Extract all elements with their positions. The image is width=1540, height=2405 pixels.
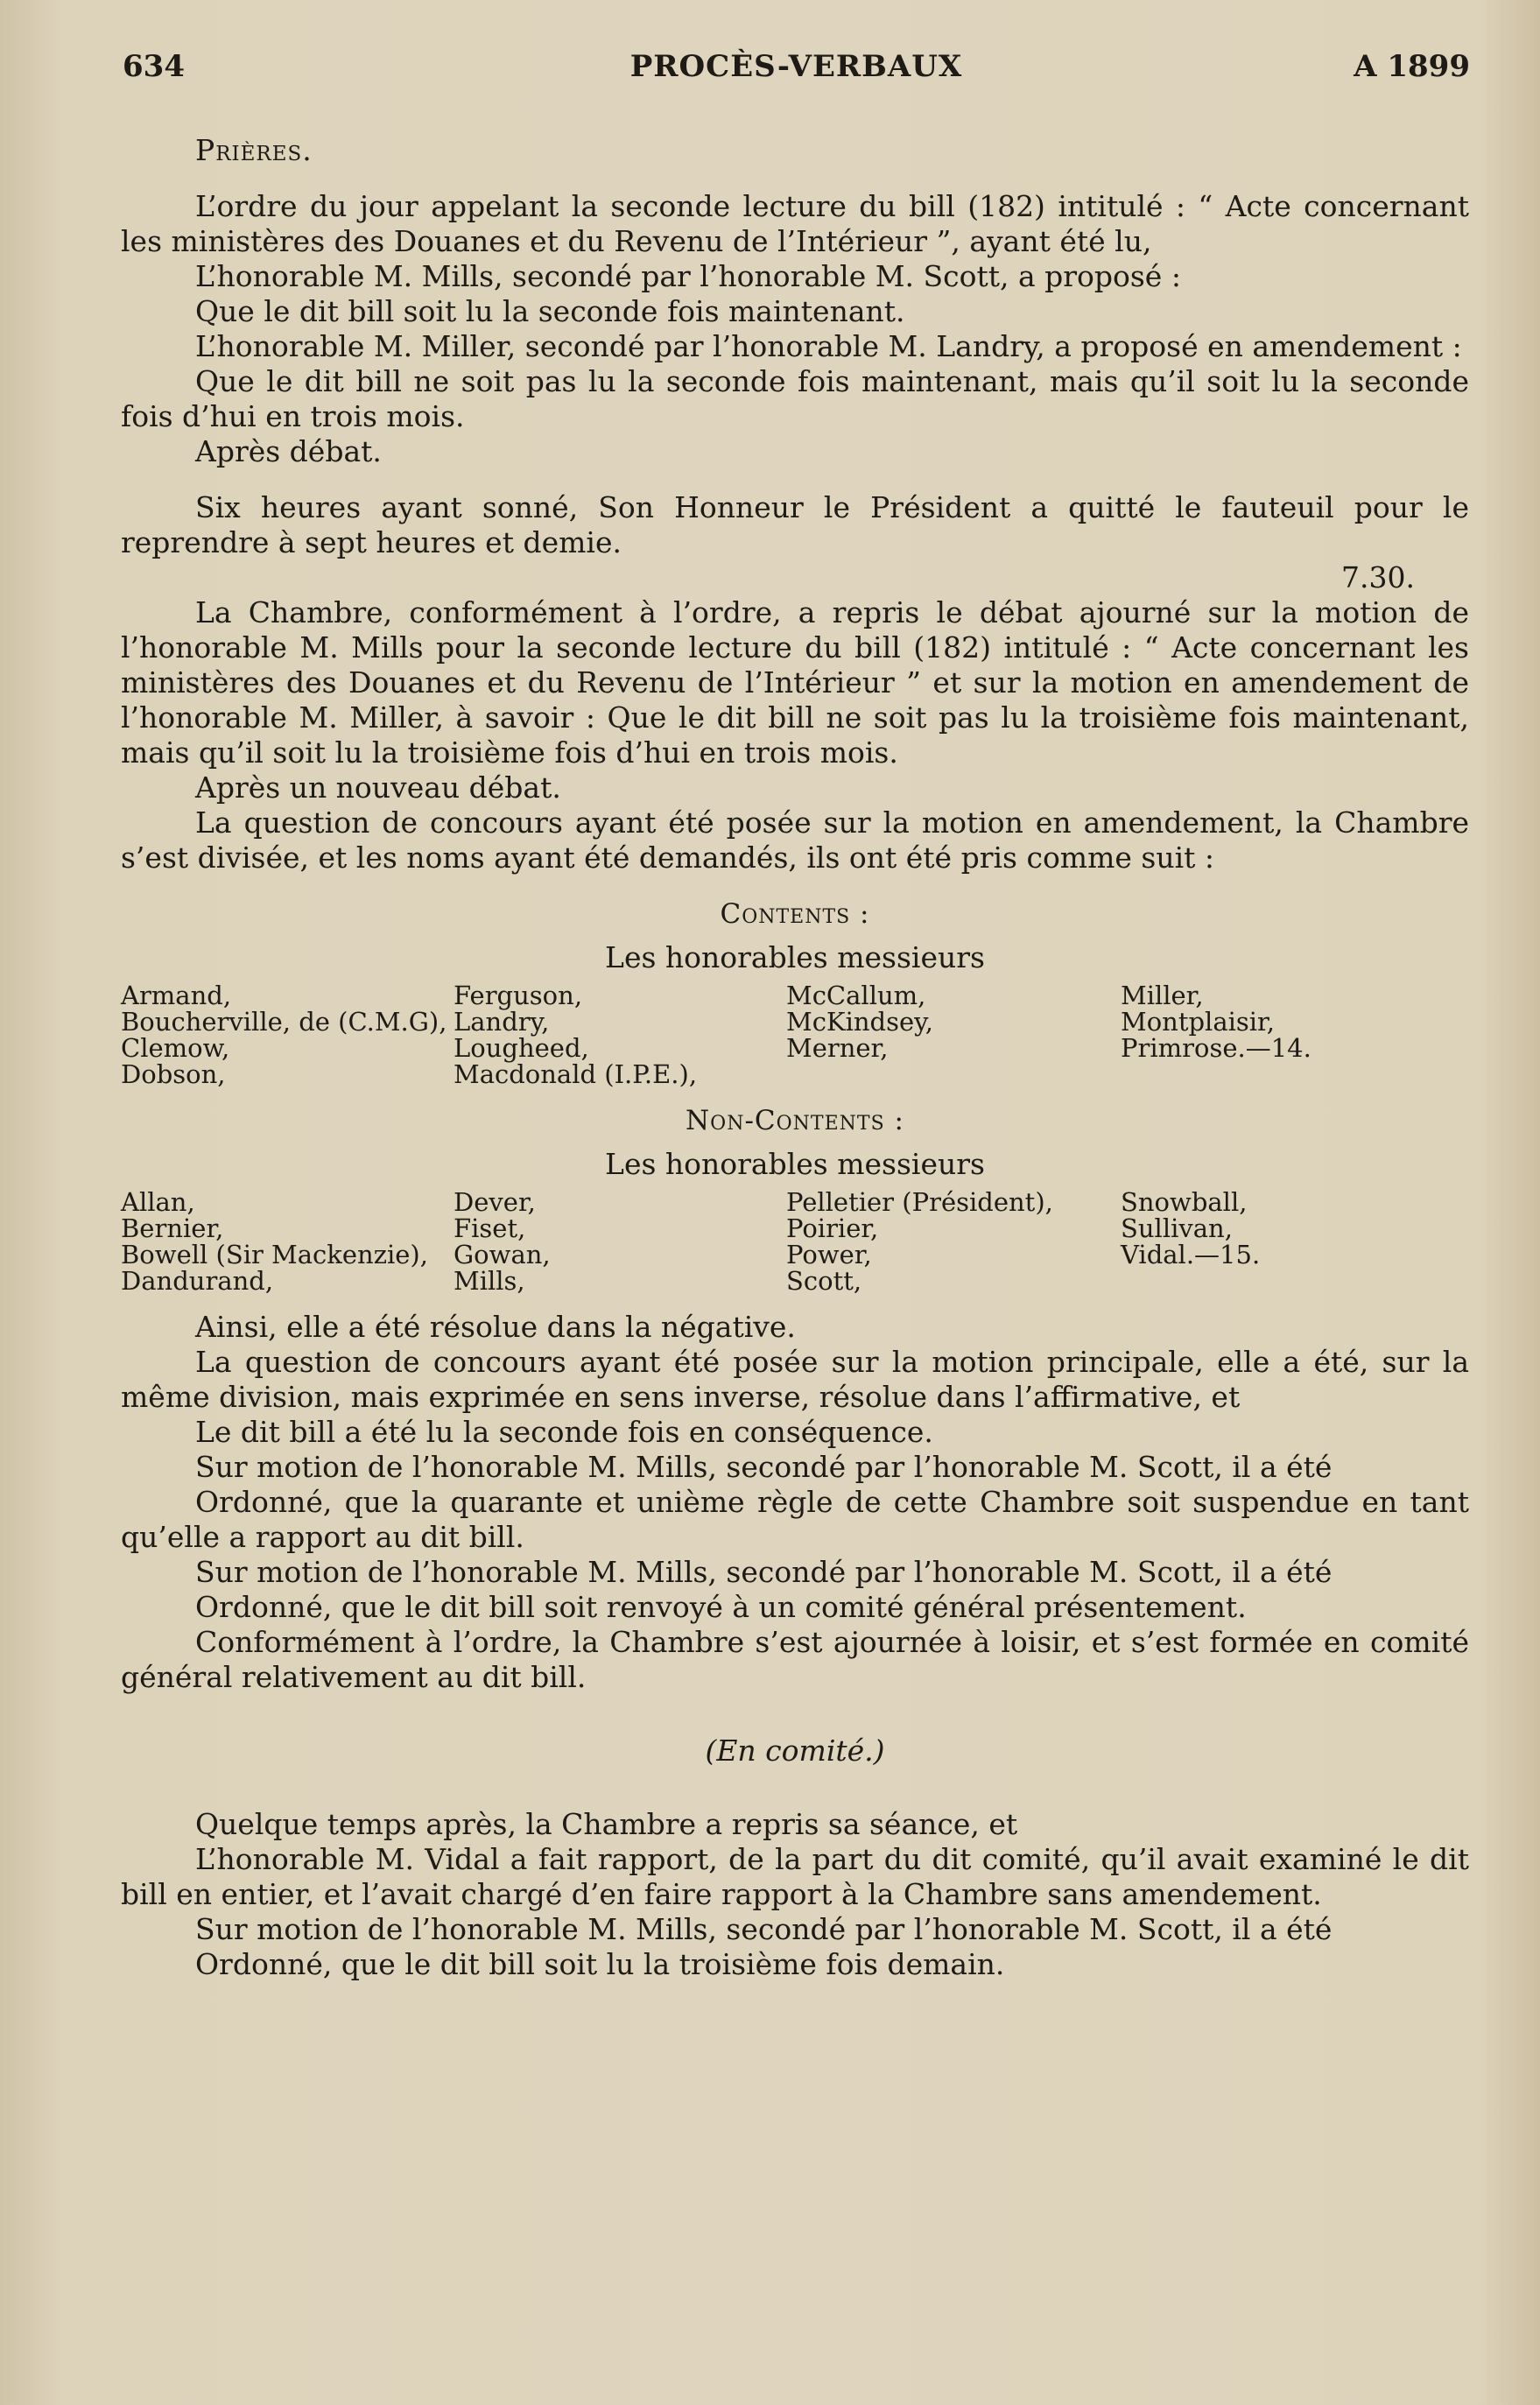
- voter-name: Dandurand,: [121, 1266, 274, 1296]
- page-number: 634: [123, 49, 185, 84]
- paragraph: Ordonné, que le dit bill soit lu la troisième fois demain.: [195, 1947, 1005, 1981]
- paragraph: Que le dit bill soit lu la seconde fois maintenant.: [195, 294, 905, 328]
- voter-name: Armand,: [121, 981, 232, 1010]
- paragraph: Après débat.: [195, 434, 382, 468]
- section-heading-prayers: Prières.: [195, 133, 313, 167]
- voter-name: Scott,: [786, 1266, 862, 1296]
- paragraph: L’honorable M. Vidal a fait rapport, de la part du dit comité, qu’il avait examiné le dit bill en entier, et l’avait chargé d’en faire rapport à la Chambre sans amendement.: [121, 1842, 1469, 1911]
- voter-name: Snowball,: [1121, 1187, 1248, 1217]
- voter-name: Dobson,: [121, 1059, 226, 1089]
- contents-name-list: [121, 982, 1469, 1087]
- noncontents-heading: Non-Contents :: [686, 1105, 904, 1136]
- contents-subheading: Les honorables messieurs: [605, 940, 985, 974]
- paragraph: L’honorable M. Miller, secondé par l’honorable M. Landry, a proposé en amendement :: [195, 329, 1462, 363]
- voter-name: Gowan,: [454, 1240, 551, 1269]
- session-year: A 1899: [1354, 49, 1470, 84]
- paragraph: La Chambre, conformément à l’ordre, a repris le débat ajourné sur la motion de l’honorable M. Mills pour la seconde lecture du bill (182) intitulé : “ Acte concernant les ministères des Douanes et du Revenu de l’Intérieur ” et sur la motion en amendement de l’honorable M. Miller, à savoir : Que le dit bill ne soit pas lu la troisième fois maintenant, mais qu’il soit lu la troisième fois d’hui en trois mois.: [121, 595, 1469, 770]
- voter-name: Miller,: [1121, 981, 1204, 1010]
- noncontents-subheading: Les honorables messieurs: [605, 1147, 985, 1181]
- voter-name: Boucherville, de (C.M.G),: [121, 1007, 447, 1037]
- voter-name: Landry,: [454, 1007, 550, 1037]
- voter-name: Poirier,: [786, 1213, 879, 1243]
- paragraph: Ordonné, que le dit bill soit renvoyé à un comité général présentement.: [195, 1590, 1247, 1624]
- voter-name: Bernier,: [121, 1213, 224, 1243]
- paragraph: Sur motion de l’honorable M. Mills, secondé par l’honorable M. Scott, il a été: [195, 1912, 1333, 1946]
- voter-name: Clemow,: [121, 1033, 230, 1063]
- paragraph: Ainsi, elle a été résolue dans la négative.: [195, 1310, 796, 1344]
- voter-name: Sullivan,: [1121, 1213, 1233, 1243]
- voter-name: [1121, 1268, 1469, 1294]
- paragraph: Que le dit bill ne soit pas lu la seconde fois maintenant, mais qu’il soit lu la seconde fois d’hui en trois mois.: [121, 364, 1469, 433]
- voter-name: Montplaisir,: [1121, 1007, 1275, 1037]
- paragraph: Le dit bill a été lu la seconde fois en conséquence.: [195, 1415, 933, 1449]
- paragraph: La question de concours ayant été posée sur la motion principale, elle a été, sur la même division, mais exprimée en sens inverse, résolue dans l’affirmative, et: [121, 1345, 1469, 1414]
- paragraph: Ordonné, que la quarante et unième règle de cette Chambre soit suspendue en tant qu’elle a rapport au dit bill.: [121, 1485, 1469, 1554]
- voter-name: Pelletier (Président),: [786, 1187, 1053, 1217]
- voter-name: McCallum,: [786, 981, 926, 1010]
- paragraph: L’ordre du jour appelant la seconde lecture du bill (182) intitulé : “ Acte concernant les ministères des Douanes et du Revenu de l’Intérieur ”, ayant été lu,: [121, 189, 1469, 258]
- paragraph: Conformément à l’ordre, la Chambre s’est ajournée à loisir, et s’est formée en comité général relativement au dit bill.: [121, 1625, 1469, 1694]
- voter-name: Mills,: [454, 1266, 525, 1296]
- paragraph: Sur motion de l’honorable M. Mills, secondé par l’honorable M. Scott, il a été: [195, 1450, 1333, 1484]
- paragraph: Après un nouveau débat.: [195, 770, 561, 805]
- paragraph: La question de concours ayant été posée sur la motion en amendement, la Chambre s’est divisée, et les noms ayant été demandés, ils ont été pris comme suit :: [121, 805, 1469, 875]
- voter-name: Merner,: [786, 1033, 889, 1063]
- paragraph: Sur motion de l’honorable M. Mills, secondé par l’honorable M. Scott, il a été: [195, 1555, 1333, 1589]
- voter-name: Allan,: [121, 1187, 195, 1217]
- page-header: [123, 49, 1470, 93]
- voter-name: Lougheed,: [454, 1033, 589, 1063]
- voter-name: Fiset,: [454, 1213, 526, 1243]
- voter-name: Ferguson,: [454, 981, 583, 1010]
- voter-name: Primrose.—14.: [1121, 1033, 1311, 1063]
- voter-name: Power,: [786, 1240, 872, 1269]
- time-marker: 7.30.: [1341, 560, 1415, 594]
- in-committee-label: (En comité.): [705, 1733, 885, 1768]
- noncontents-name-list: [121, 1189, 1469, 1294]
- running-title: PROCÈS-VERBAUX: [629, 49, 963, 84]
- paragraph: L’honorable M. Mills, secondé par l’honorable M. Scott, a proposé :: [195, 259, 1181, 293]
- voter-name: Macdonald (I.P.E.),: [454, 1059, 698, 1089]
- voter-name: [786, 1061, 1121, 1087]
- voter-name: Bowell (Sir Mackenzie),: [121, 1240, 428, 1269]
- contents-heading: Contents :: [720, 898, 870, 930]
- voter-name: Vidal.—15.: [1121, 1240, 1261, 1269]
- voter-name: McKindsey,: [786, 1007, 933, 1037]
- page-body: [121, 133, 1469, 1982]
- paragraph: Six heures ayant sonné, Son Honneur le Président a quitté le fauteuil pour le reprendre à sept heures et demie.: [121, 490, 1469, 559]
- paragraph: Quelque temps après, la Chambre a repris sa séance, et: [195, 1807, 1018, 1841]
- voter-name: [1121, 1061, 1469, 1087]
- voter-name: Dever,: [454, 1187, 536, 1217]
